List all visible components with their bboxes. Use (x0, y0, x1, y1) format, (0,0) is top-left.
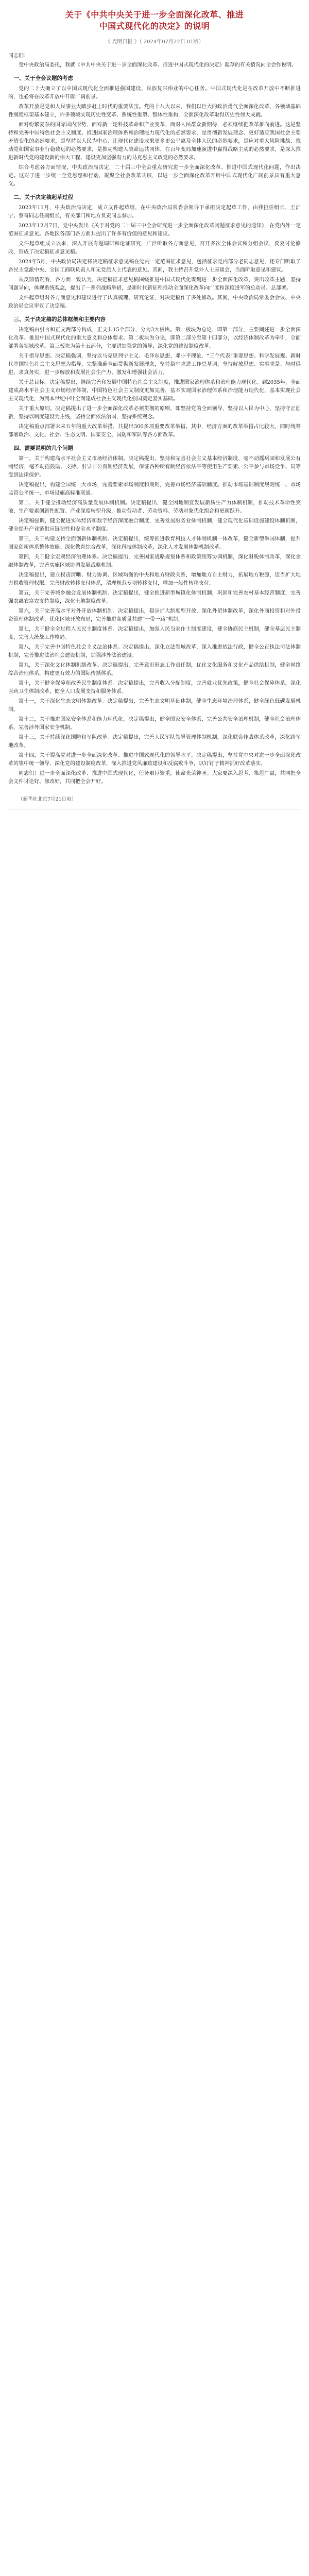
paragraph: 第四，关于健全宏观经济治理体系。决定稿提出，完善国家战略规划体系和政策统筹协调机制，深化财税体制改革，深化金融体制改革，完善实施区域协调发展战略机制。 (8, 554, 301, 568)
intro-paragraph: 受中央政治局委托，我就《中共中央关于进一步全面深化改革、推进中国式现代化的决定》起草的有关情况向全会作说明。 (19, 62, 297, 68)
paragraph: 第二，关于健全推动经济高质量发展体制机制。决定稿提出，健全因地制宜发展新质生产力体制机制，推动技术革命性突破、生产要素创新性配置、产业深度转型升级，推动劳动者、劳动资料、劳动对象优化组合和更新跃升。 (8, 500, 301, 514)
sections (8, 74, 301, 786)
article-dateline: 《 光明日报 》（ 2024年07月22日 01版） (105, 39, 204, 45)
article-body (8, 52, 301, 804)
paragraph: 第一，关于构建高水平社会主义市场经济体制。决定稿提出，坚持和完善社会主义基本经济制度，毫不动摇巩固和发展公有制经济，毫不动摇鼓励、支持、引导非公有制经济发展，保证各种所有制经济依法平等使用生产要素、公平参与市场竞争、同等受到法律保护。 (8, 456, 301, 478)
paragraph: 第九，关于深化文化体制机制改革。决定稿提出，完善意识形态工作责任制，优化文化服务和文化产品供给机制，健全网络综合治理体系，构建更有效力的国际传播体系。 (8, 663, 301, 676)
article-section (8, 444, 301, 786)
paragraph: 第十四，关于提高党对进一步全面深化改革、推进中国式现代化的领导水平。决定稿提出，坚持党中央对进一步全面深化改革的集中统一领导，深化党的建设制度改革，深入推进党风廉政建设和反腐败斗争，以钉钉子精神抓好改革落实。 (8, 753, 301, 767)
article-title-line1: 关于《中共中央关于进一步全面深化改革、推进 (65, 10, 244, 20)
paragraph: 综合考虑各方面情况，中央政治局决定，二十届三中全会重点研究进一步全面深化改革、推进中国式现代化问题，作出决定。这对于进一步统一全党思想和行动，凝聚全社会改革共识，以进一步全面深化改革开辟中国式现代化广阔前景具有重大意义。 (8, 165, 301, 187)
paragraph: 第十二，关于推进国家安全体系和能力现代化。决定稿提出，健全国家安全体系，完善公共安全治理机制，健全社会治理体系，完善涉外国家安全机制。 (8, 717, 301, 731)
paragraph: 决定稿强调，健全促进实体经济和数字经济深度融合制度，完善发展服务业体制机制，健全现代化基础设施建设体制机制，健全提升产业链供应链韧性和安全水平制度。 (8, 518, 301, 532)
paragraph: 从反馈情况看，各方面一致认为，决定稿征求意见稿围绕推进中国式现代化谋划进一步全面深化改革，突出改革主题，坚持问题导向，体现系统观念，提出了一系列战略举措，是新时代新征程推动全面深化改革向广度和深度进军的总动员、总部署。 (8, 277, 301, 291)
section-heading: 四、需要说明的几个问题 (13, 445, 73, 451)
article-title-line2: 中国式现代化的决定》的说明 (99, 21, 210, 31)
section-heading: 三、关于决定稿的总体框架和主要内容 (13, 316, 106, 323)
article-section (8, 193, 301, 311)
paragraph: 2023年11月，中央政治局决定，成立文件起草组，在中央政治局常委会领导下承担决定起草工作，由我担任组长，王沪宁、蔡奇同志任副组长，有关部门和地方负责同志参加。 (8, 205, 301, 219)
section-heading: 二、关于决定稿起草过程 (13, 194, 73, 200)
intro (8, 61, 301, 70)
paragraph: 面对纷繁复杂的国际国内形势，面对新一轮科技革命和产业变革，面对人民群众新期待，必须继续把改革推向前进。这是坚持和完善中国特色社会主义制度、推进国家治理体系和治理能力现代化的必然要求，是贯彻新发展理念、更好适应我国社会主要矛盾变化的必然要求，是坚持以人民为中心、让现代化建设成果更多更公平惠及全体人民的必然要求，是应对重大风险挑战、推动党和国家事业行稳致远的必然要求，是推动构建人类命运共同体、在百年变局加速演进中赢得战略主动的必然要求，是深入推进新时代党的建设新的伟大工程、建设更加坚强有力的马克思主义政党的必然要求。 (8, 122, 301, 161)
paragraph: 关于总目标。决定稿提出，继续完善和发展中国特色社会主义制度，推进国家治理体系和治理能力现代化。到2035年，全面建成高水平社会主义市场经济体制，中国特色社会主义制度更加完善，基本实现国家治理体系和治理能力现代化，基本实现社会主义现代化，为到本世纪中叶全面建成社会主义现代化强国奠定坚实基础。 (8, 380, 301, 402)
section-heading: 一、关于全会议题的考虑 (13, 75, 73, 81)
salutation: 同志们： (8, 53, 29, 59)
article-section (8, 74, 301, 189)
paragraph: 第七，关于健全全过程人民民主制度体系。决定稿提出，加强人民当家作主制度建设，健全协商民主机制，健全基层民主制度，完善大统战工作格局。 (8, 626, 301, 640)
paragraph: 决定稿提出，建立权责清晰、财力协调、区域均衡的中央和地方财政关系，增加地方自主财力，拓展地方税源，适当扩大地方税收管理权限。完善财政转移支付体系，清理规范专项转移支付，增加一般性转移支付。 (8, 572, 301, 586)
paragraph: 关于重大原则。决定稿提出了进一步全面深化改革必须贯彻的原则，即坚持党的全面领导，坚持以人民为中心，坚持守正创新，坚持以制度建设为主线，坚持全面依法治国，坚持系统观念。 (8, 406, 301, 420)
paragraph: 党的二十大确立了以中国式现代化全面推进强国建设、民族复兴伟业的中心任务。中国式现代化是在改革开放中不断推进的，也必将在改革开放中开辟广阔前景。 (8, 86, 301, 100)
paragraph: 第十一，关于深化生态文明体制改革。决定稿提出，完善生态文明基础体制，健全生态环境治理体系，健全绿色低碳发展机制。 (8, 699, 301, 713)
article-title (8, 9, 301, 32)
paragraph: 第十，关于健全保障和改善民生制度体系。决定稿提出，完善收入分配制度，完善就业优先政策，健全社会保障体系，深化医药卫生体制改革，健全人口发展支持和服务体系。 (8, 681, 301, 694)
paragraph: 文件起草组成立以来，深入开展专题调研和论证研究，广泛听取各方面意见，召开多次全体会议和分组会议，反复讨论修改，形成了决定稿征求意见稿。 (8, 241, 301, 255)
paragraph: 第五，关于完善城乡融合发展体制机制。决定稿提出，健全推进新型城镇化体制机制，巩固和完善农村基本经营制度，完善强农惠农富农支持制度，深化土地制度改革。 (8, 590, 301, 604)
paragraph: 决定稿由引言和正文两部分构成，正文共15个部分，分为3大板块。第一板块为总论，即第一部分，主要阐述进一步全面深化改革、推进中国式现代化的重大意义和总体要求。第二板块为分论，即第二部分至第十四部分，以经济体制改革为牵引，全面部署各领域改革。第三板块为第十五部分，主要讲加强党的领导，深化党的建设制度改革。 (8, 327, 301, 349)
paragraph: 决定稿提出，构建全国统一大市场，完善要素市场制度和规则，完善市场经济基础制度。推动市场基础制度规则统一、市场监管公平统一、市场设施高标准联通。 (8, 482, 301, 496)
paragraph: 2024年5月，中央政治局决定将决定稿征求意见稿在党内一定范围征求意见，包括征求党内部分老同志意见，还专门听取了各民主党派中央、全国工商联负责人和无党派人士代表的意见。其间，我主持召开党外人士座谈会，当面听取意见和建议。 (8, 259, 301, 273)
paragraph: 第六，关于完善高水平对外开放体制机制。决定稿提出，稳步扩大制度型开放，深化外贸体制改革，深化外商投资和对外投资管理体制改革，优化区域开放布局，完善推进高质量共建“一带一路”机制。 (8, 608, 301, 622)
paragraph: 第八，关于完善中国特色社会主义法治体系。决定稿提出，深化立法领域改革，深入推进依法行政，健全公正执法司法体制机制，完善推进法治社会建设机制，加强涉外法治建设。 (8, 645, 301, 658)
paragraph: 改革开放是党和人民事业大踏步赶上时代的重要法宝。党的十八大以来，我们以巨大的政治勇气全面深化改革，各领域基础性制度框架基本建立，许多领域实现历史性变革、系统性重塑、整体性重构，全面深化改革取得历史性伟大成就。 (8, 104, 301, 118)
paragraph: 文件起草组对各方面意见和建议进行了认真梳理、研究论证，对决定稿作了多处修改。其间，中央政治局常委会会议、中央政治局会议审议了决定稿。 (8, 295, 301, 309)
paragraph: 第三，关于构建支持全面创新体制机制。决定稿提出，统筹推进教育科技人才体制机制一体改革，健全新型举国体制，提升国家创新体系整体效能。深化教育综合改革，深化科技体制改革，深化人才发展体制机制改革。 (8, 536, 301, 550)
editor-note: （新华社北京7月21日电） (18, 796, 77, 802)
paragraph: 2023年12月7日，党中央发出《关于对党的二十届三中全会研究进一步全面深化改革问题征求意见的通知》，在党内外一定范围征求意见。各地区各部门各方面共提出了许多有价值的意见和建议。 (8, 223, 301, 237)
paragraph: 第十三，关于持续深化国防和军队改革。决定稿提出，完善人民军队领导管理体制机制，深化联合作战体系改革，深化跨军地改革。 (8, 735, 301, 749)
paragraph: 决定稿重点部署未来五年的重大改革举措，共提出300多项重要改革举措。其中，经济方面的改革举措占比较大，同时统筹部署政治、文化、社会、生态文明、国家安全、国防和军队等各方面改革。 (8, 424, 301, 438)
paragraph: 关于指导思想。决定稿强调，坚持以马克思列宁主义、毛泽东思想、邓小平理论、“三个代表”重要思想、科学发展观、新时代中国特色社会主义思想为指导，完整准确全面贯彻新发展理念，坚持稳中求进工作总基调，坚持解放思想、实事求是、与时俱进、求真务实，进一步解放和发展社会生产力、激发和增强社会活力。 (8, 353, 301, 376)
article-section (8, 315, 301, 439)
paragraph: 同志们！进一步全面深化改革、推进中国式现代化，任务艰巨繁重，使命光荣神圣。大家要深入思考、集思广益，共同把全会文件讨论好、修改好，共同把全会开好。 (8, 771, 301, 785)
